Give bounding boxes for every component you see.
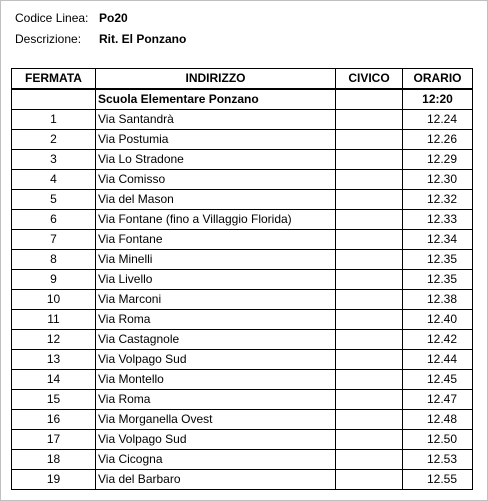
table-row [12, 370, 473, 390]
stop-number: 2 [12, 130, 96, 150]
stop-address: Via Santandrà [96, 110, 336, 130]
stop-civico [336, 290, 403, 310]
stop-time: 12.55 [403, 470, 473, 490]
stop-number: 7 [12, 230, 96, 250]
table-row [12, 290, 473, 310]
line-code-row [15, 9, 128, 27]
stop-address: Via Lo Stradone [96, 150, 336, 170]
stop-civico [336, 170, 403, 190]
stop-address: Via Livello [96, 270, 336, 290]
stop-number: 14 [12, 370, 96, 390]
stop-civico [336, 130, 403, 150]
stop-number: 4 [12, 170, 96, 190]
start-row [12, 89, 473, 110]
stop-time: 12.30 [403, 170, 473, 190]
stop-number: 17 [12, 430, 96, 450]
stop-time: 12.45 [403, 370, 473, 390]
table-row [12, 470, 473, 490]
stop-civico [336, 450, 403, 470]
stop-address: Via Comisso [96, 170, 336, 190]
stop-number: 11 [12, 310, 96, 330]
table-row [12, 390, 473, 410]
line-code-value: Po20 [99, 11, 128, 25]
table-row [12, 410, 473, 430]
table-row [12, 110, 473, 130]
column-header-orario: ORARIO [403, 69, 473, 90]
stop-time: 12.53 [403, 450, 473, 470]
stop-time: 12.29 [403, 150, 473, 170]
table-header-row [12, 69, 473, 90]
stop-number: 6 [12, 210, 96, 230]
stop-number: 19 [12, 470, 96, 490]
stop-address: Via Volpago Sud [96, 430, 336, 450]
stop-time: 12.35 [403, 270, 473, 290]
table-row [12, 350, 473, 370]
table-row [12, 250, 473, 270]
stop-number: 15 [12, 390, 96, 410]
stop-civico [336, 430, 403, 450]
stop-number: 16 [12, 410, 96, 430]
stop-number: 8 [12, 250, 96, 270]
description-label: Descrizione: [15, 32, 82, 46]
stop-time: 12.44 [403, 350, 473, 370]
table-row [12, 430, 473, 450]
stop-civico [336, 310, 403, 330]
stop-address: Via Roma [96, 310, 336, 330]
stop-number: 1 [12, 110, 96, 130]
stop-time: 12.42 [403, 330, 473, 350]
stop-number: 3 [12, 150, 96, 170]
table-row [12, 270, 473, 290]
stop-civico [336, 390, 403, 410]
stop-address: Via del Barbaro [96, 470, 336, 490]
stop-time: 12.48 [403, 410, 473, 430]
table-row [12, 210, 473, 230]
stop-civico [336, 350, 403, 370]
start-fermata [12, 89, 96, 110]
table-row [12, 450, 473, 470]
table-row [12, 170, 473, 190]
description-row [15, 30, 186, 48]
stop-address: Via Cicogna [96, 450, 336, 470]
stop-civico [336, 370, 403, 390]
stop-address: Via Roma [96, 390, 336, 410]
table-row [12, 330, 473, 350]
stop-number: 12 [12, 330, 96, 350]
stop-number: 18 [12, 450, 96, 470]
start-civico [336, 89, 403, 110]
stop-civico [336, 250, 403, 270]
description-value: Rit. El Ponzano [99, 32, 187, 46]
start-time: 12:20 [403, 89, 473, 110]
stop-address: Via del Mason [96, 190, 336, 210]
start-address: Scuola Elementare Ponzano [96, 89, 336, 110]
table-row [12, 310, 473, 330]
stop-address: Via Morganella Ovest [96, 410, 336, 430]
table-row [12, 150, 473, 170]
stop-address: Via Marconi [96, 290, 336, 310]
stop-time: 12.35 [403, 250, 473, 270]
stop-time: 12.47 [403, 390, 473, 410]
stop-civico [336, 470, 403, 490]
table-row [12, 230, 473, 250]
stop-time: 12.33 [403, 210, 473, 230]
stop-address: Via Fontane (fino a Villaggio Florida) [96, 210, 336, 230]
stop-civico [336, 110, 403, 130]
column-header-civico: CIVICO [336, 69, 403, 90]
stop-time: 12.40 [403, 310, 473, 330]
stop-address: Via Minelli [96, 250, 336, 270]
stop-civico [336, 230, 403, 250]
stop-civico [336, 270, 403, 290]
stop-number: 13 [12, 350, 96, 370]
stop-address: Via Montello [96, 370, 336, 390]
line-code-label: Codice Linea: [15, 11, 89, 25]
stop-number: 5 [12, 190, 96, 210]
stop-civico [336, 190, 403, 210]
stop-address: Via Postumia [96, 130, 336, 150]
stop-time: 12.50 [403, 430, 473, 450]
schedule-table [11, 68, 473, 490]
stop-time: 12.38 [403, 290, 473, 310]
stop-number: 10 [12, 290, 96, 310]
stop-time: 12.24 [403, 110, 473, 130]
table-row [12, 130, 473, 150]
stop-address: Via Castagnole [96, 330, 336, 350]
column-header-fermata: FERMATA [12, 69, 96, 90]
stop-address: Via Volpago Sud [96, 350, 336, 370]
stop-civico [336, 330, 403, 350]
stop-time: 12.34 [403, 230, 473, 250]
stop-address: Via Fontane [96, 230, 336, 250]
stop-civico [336, 150, 403, 170]
stop-time: 12.26 [403, 130, 473, 150]
table-row [12, 190, 473, 210]
stop-time: 12.32 [403, 190, 473, 210]
column-header-indirizzo: INDIRIZZO [96, 69, 336, 90]
stop-civico [336, 410, 403, 430]
stop-number: 9 [12, 270, 96, 290]
stop-civico [336, 210, 403, 230]
